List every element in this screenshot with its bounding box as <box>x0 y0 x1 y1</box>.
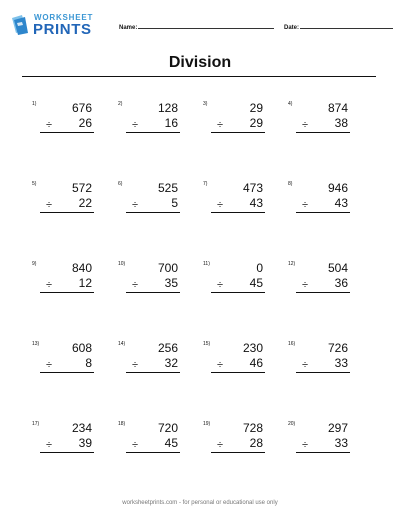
problem-number: 9) <box>32 261 37 267</box>
answer-line <box>40 372 94 373</box>
division-problem <box>118 261 180 301</box>
divisor: 29 <box>249 116 263 130</box>
divisor: 39 <box>78 436 92 450</box>
problem-number: 4) <box>288 101 293 107</box>
answer-line <box>211 212 265 213</box>
divisor: 8 <box>85 356 92 370</box>
division-sign: ÷ <box>217 359 224 371</box>
division-problem <box>32 181 94 221</box>
division-sign: ÷ <box>217 279 224 291</box>
division-problem <box>32 101 94 141</box>
problem-number: 3) <box>203 101 208 107</box>
problem-number: 5) <box>32 181 37 187</box>
divisor: 38 <box>334 116 348 130</box>
division-sign: ÷ <box>132 279 139 291</box>
division-sign: ÷ <box>302 359 309 371</box>
dividend: 256 <box>157 341 178 355</box>
problem-number: 12) <box>288 261 296 267</box>
answer-line <box>40 212 94 213</box>
answer-line <box>40 452 94 453</box>
divisor: 35 <box>164 276 178 290</box>
dividend: 676 <box>71 101 92 115</box>
logo-text-worksheet: WORKSHEET <box>34 13 94 22</box>
division-sign: ÷ <box>217 119 224 131</box>
divisor: 28 <box>249 436 263 450</box>
problem-number: 20) <box>288 421 296 427</box>
divisor: 36 <box>334 276 348 290</box>
division-sign: ÷ <box>132 199 139 211</box>
dividend: 874 <box>327 101 348 115</box>
division-sign: ÷ <box>46 279 53 291</box>
answer-line <box>126 132 180 133</box>
dividend: 726 <box>327 341 348 355</box>
problem-number: 11) <box>203 261 210 267</box>
divisor: 26 <box>78 116 92 130</box>
date-label: Date: <box>284 25 300 31</box>
divisor: 43 <box>249 196 263 210</box>
answer-line <box>211 372 265 373</box>
problem-number: 15) <box>203 341 211 347</box>
dividend: 128 <box>157 101 178 115</box>
answer-line <box>296 292 350 293</box>
division-problem <box>203 341 265 381</box>
problem-number: 19) <box>203 421 211 427</box>
problem-number: 7) <box>203 181 208 187</box>
division-problem <box>288 101 350 141</box>
dividend: 29 <box>249 101 263 115</box>
division-sign: ÷ <box>46 119 53 131</box>
divisor: 45 <box>164 436 178 450</box>
name-label: Name: <box>119 25 138 31</box>
dividend: 728 <box>242 421 263 435</box>
dividend: 525 <box>157 181 178 195</box>
answer-line <box>296 132 350 133</box>
division-problem <box>288 341 350 381</box>
division-sign: ÷ <box>302 199 309 211</box>
dividend: 297 <box>327 421 348 435</box>
divisor: 43 <box>334 196 348 210</box>
problem-number: 1) <box>32 101 37 107</box>
divisor: 45 <box>249 276 263 290</box>
answer-line <box>126 292 180 293</box>
division-sign: ÷ <box>132 359 139 371</box>
divisor: 33 <box>334 436 348 450</box>
division-problem <box>32 261 94 301</box>
dividend: 504 <box>327 261 348 275</box>
division-problem <box>203 101 265 141</box>
division-sign: ÷ <box>46 439 53 451</box>
dividend: 946 <box>327 181 348 195</box>
answer-line <box>296 452 350 453</box>
answer-line <box>211 292 265 293</box>
problem-number: 13) <box>32 341 40 347</box>
division-problem <box>118 421 180 461</box>
dividend: 720 <box>157 421 178 435</box>
division-problem <box>288 181 350 221</box>
divisor: 46 <box>249 356 263 370</box>
division-sign: ÷ <box>302 439 309 451</box>
answer-line <box>40 292 94 293</box>
divisor: 12 <box>78 276 92 290</box>
problem-number: 8) <box>288 181 293 187</box>
answer-line <box>40 132 94 133</box>
dividend: 234 <box>71 421 92 435</box>
dividend: 608 <box>71 341 92 355</box>
division-sign: ÷ <box>217 199 224 211</box>
division-problem <box>288 261 350 301</box>
divisor: 33 <box>334 356 348 370</box>
answer-line <box>126 212 180 213</box>
division-problem <box>32 421 94 461</box>
answer-line <box>211 132 265 133</box>
problem-number: 17) <box>32 421 40 427</box>
footer-text: worksheetprints.com - for personal or educational use only <box>122 500 278 506</box>
answer-line <box>211 452 265 453</box>
problem-number: 6) <box>118 181 123 187</box>
division-problem <box>203 261 265 301</box>
division-sign: ÷ <box>302 279 309 291</box>
answer-line <box>126 452 180 453</box>
division-sign: ÷ <box>217 439 224 451</box>
dividend: 840 <box>71 261 92 275</box>
division-problem <box>203 181 265 221</box>
division-sign: ÷ <box>132 439 139 451</box>
problem-number: 10) <box>118 261 126 267</box>
divisor: 5 <box>171 196 178 210</box>
dividend: 230 <box>242 341 263 355</box>
division-problem <box>118 101 180 141</box>
division-sign: ÷ <box>132 119 139 131</box>
dividend: 473 <box>242 181 263 195</box>
divisor: 32 <box>164 356 178 370</box>
division-problem <box>288 421 350 461</box>
division-sign: ÷ <box>46 359 53 371</box>
answer-line <box>296 372 350 373</box>
problem-number: 2) <box>118 101 123 107</box>
logo-text-prints: PRINTS <box>33 21 92 38</box>
problem-number: 14) <box>118 341 126 347</box>
answer-line <box>296 212 350 213</box>
divisor: 16 <box>164 116 178 130</box>
division-sign: ÷ <box>302 119 309 131</box>
division-problem <box>118 341 180 381</box>
answer-line <box>126 372 180 373</box>
division-problem <box>32 341 94 381</box>
dividend: 572 <box>71 181 92 195</box>
division-problem <box>118 181 180 221</box>
division-problem <box>203 421 265 461</box>
problem-number: 16) <box>288 341 296 347</box>
page-title: Division <box>168 54 232 71</box>
problem-number: 18) <box>118 421 126 427</box>
dividend: 700 <box>157 261 178 275</box>
division-sign: ÷ <box>46 199 53 211</box>
dividend: 0 <box>256 261 263 275</box>
divisor: 22 <box>78 196 92 210</box>
